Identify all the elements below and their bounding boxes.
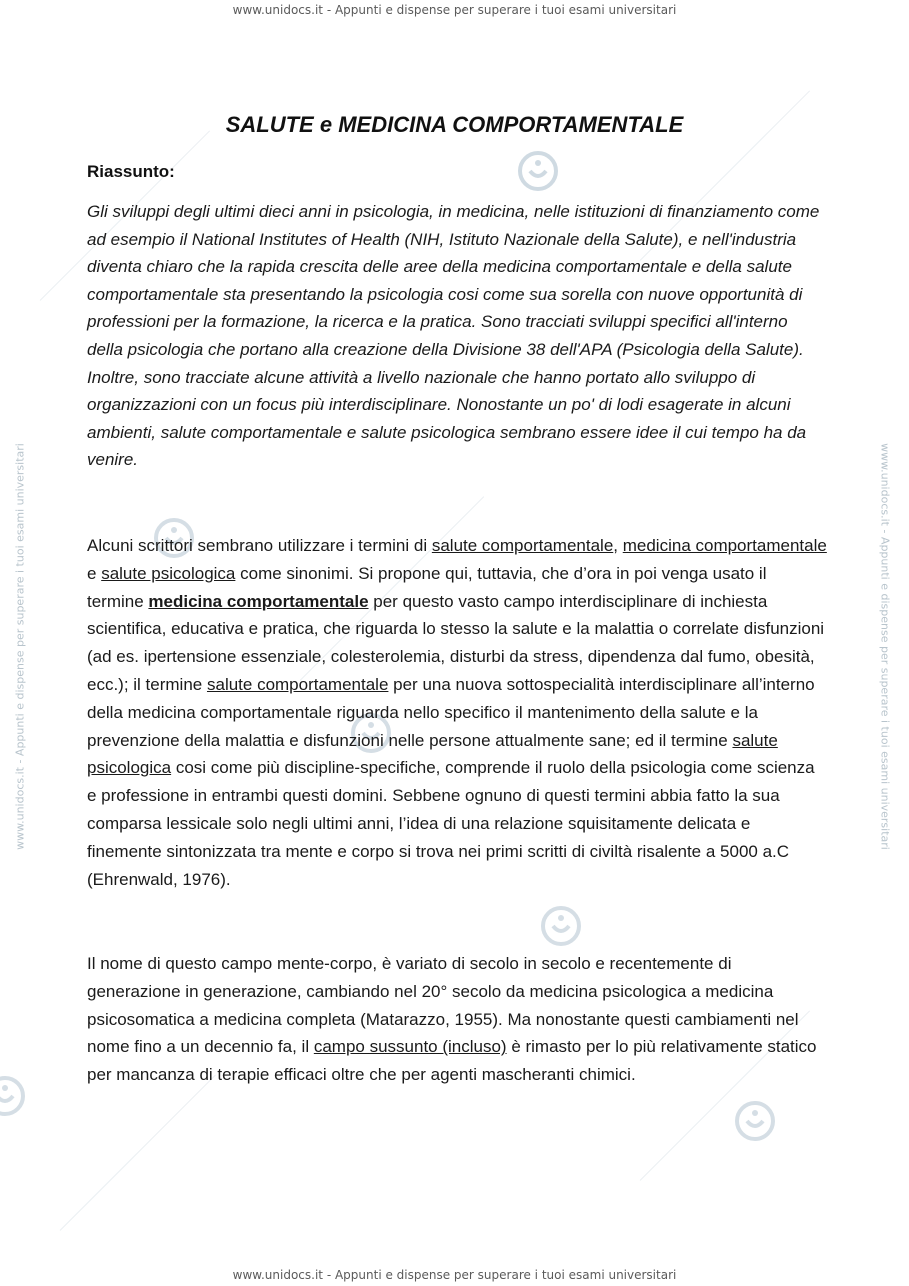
paragraph-text: per una nuova sottospecialità interdisciplinare all’interno della medicina comportamentale riguarda nello specifico il mantenimento della salute e la prevenzione della malattia e disfunzioni nelle persone attualmente sane; ed il termine — [87, 674, 815, 750]
right-side-watermark: www.unidocs.it - Appunti e dispense per superare i tuoi esami universitari — [878, 443, 892, 850]
underlined-term: salute psicologica — [87, 730, 778, 778]
paragraph-text: Il nome di questo campo mente-corpo, è variato di secolo in secolo e recentemente di generazione in generazione, cambiando nel 20° secolo da medicina psicologica a medicina psicosomatica a medicina completa (Matarazzo, 1955). Ma nonostante questi cambiamenti nel nome fino a un decennio fa, il — [87, 954, 799, 1057]
abstract-paragraph: Gli sviluppi degli ultimi dieci anni in psicologia, in medicina, nelle istituzioni di finanziamento come ad esempio il National Institutes of Health (NIH, Istituto Nazionale della Salute), e nell'industria diventa chiaro che la rapida crescita delle aree della medicina comportamentale e della salute comportamentale sta presentando la psicologia cosi come sua sorella con nuove opportunità di professioni per la formazione, la ricerca e la pratica. Sono tracciati sviluppi specifici all'interno della psicologia che portano alla creazione della Divisione 38 dell'APA (Psicologia della Salute). Inoltre, sono tracciate alcune attività a livello nazionale che hanno portato allo sviluppo di organizzazioni con un focus più interdisciplinare. Nonostante un po' di lodi esagerate in alcuni ambienti, salute comportamentale e salute psicologica sembrano essere idee il cui tempo ha da venire. — [87, 202, 820, 470]
paragraph-text: per questo vasto campo interdisciplinare di inchiesta scientifica, educativa e pratica, che riguarda lo stesso la salute e la malattia o correlate disfunzioni (ad es. ipertensione essenziale, colesterolemia, disturbi da stress, dipendenza dal fumo, obesità, ecc.); il termine — [87, 591, 825, 694]
watermark-logo-icon — [0, 1075, 26, 1117]
watermark-logo-icon — [734, 1100, 776, 1142]
paragraph-text: e — [87, 563, 102, 583]
summary-heading: Riassunto: — [87, 162, 175, 181]
footer-watermark: www.unidocs.it - Appunti e dispense per superare i tuoi esami universitari — [232, 1268, 677, 1282]
watermark-logo-icon — [517, 150, 559, 192]
paragraph-text: , — [613, 536, 623, 555]
document-title: SALUTE e MEDICINA COMPORTAMENTALE — [225, 112, 684, 137]
underlined-term: salute psicologica — [101, 563, 236, 583]
paragraph-text: è rimasto per lo più relativamente statico per mancanza di terapie efficaci oltre che per agenti mascheranti chimici. — [87, 1037, 817, 1085]
body-paragraph-2 — [87, 950, 827, 1089]
underlined-term: medicina comportamentale — [622, 536, 827, 555]
body-paragraph-1 — [87, 532, 827, 893]
paragraph-text: come sinonimi. Si propone qui, tuttavia, che d’ora in poi venga usato il termine — [87, 563, 767, 611]
underlined-term: salute comportamentale — [206, 674, 389, 694]
watermark-logo-icon — [540, 905, 582, 947]
paragraph-text: cosi come più discipline-specifiche, comprende il ruolo della psicologia come scienza e professione in entrambi questi domini. Sebbene ognuno di questi termini abbia fatto la sua comparsa lessicale solo negli ultimi anni, l’idea di una relazione squisitamente delicata e finemente sintonizzata tra mente e corpo si trova nei primi scritti di civiltà risalente a 5000 a.C (Ehrenwald, 1976). — [87, 758, 815, 889]
watermark-line — [60, 1075, 216, 1231]
left-side-watermark: www.unidocs.it - Appunti e dispense per superare i tuoi esami universitari — [13, 443, 27, 850]
underlined-term: salute comportamentale — [431, 536, 614, 555]
header-watermark: www.unidocs.it - Appunti e dispense per superare i tuoi esami universitari — [232, 3, 677, 17]
paragraph-text: Alcuni scrittori sembrano utilizzare i termini di — [87, 536, 432, 555]
underlined-term: campo sussunto (incluso) — [313, 1037, 507, 1057]
bold-underlined-term: medicina comportamentale — [148, 591, 369, 611]
